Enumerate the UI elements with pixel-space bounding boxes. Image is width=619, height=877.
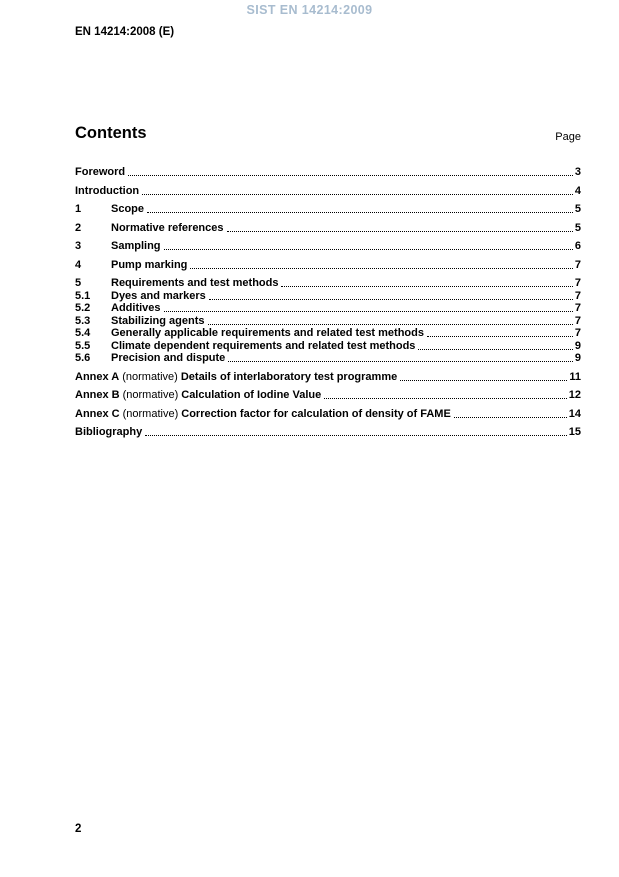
toc-dot-leader	[281, 286, 572, 287]
toc-entry	[75, 340, 581, 352]
toc-entry-page: 3	[574, 166, 581, 178]
toc-entry-annex-type: (normative)	[122, 407, 179, 420]
toc-dot-leader	[208, 324, 573, 325]
toc-entry-number: 5.4	[75, 327, 91, 339]
toc-entry-number: 5.2	[75, 302, 91, 314]
toc-entry-number: 1	[75, 203, 82, 215]
table-of-contents	[75, 166, 581, 438]
contents-header	[75, 124, 581, 143]
toc-entry-number: 3	[75, 240, 82, 252]
toc-entry	[75, 327, 581, 339]
toc-dot-leader	[427, 336, 573, 337]
toc-dot-leader	[145, 435, 567, 436]
toc-dot-leader	[128, 175, 573, 176]
toc-dot-leader	[142, 194, 573, 195]
toc-entry-page: 14	[568, 407, 581, 420]
toc-entry-title: Pump marking	[111, 258, 188, 271]
toc-entry-page: 11	[569, 370, 581, 383]
toc-dot-leader	[454, 417, 567, 418]
toc-entry-prefix: Foreword	[75, 166, 126, 178]
toc-entry	[75, 222, 581, 234]
toc-entry-prefix: Annex C	[75, 407, 120, 420]
toc-entry-annex-type: (normative)	[122, 370, 178, 383]
toc-entry-number: 4	[75, 258, 82, 271]
toc-entry-title: Normative references	[111, 221, 224, 234]
toc-entry	[75, 277, 581, 289]
toc-entry-prefix: Bibliography	[75, 426, 143, 438]
toc-entry-page: 7	[574, 277, 581, 289]
toc-entry	[75, 426, 581, 438]
toc-entry-prefix: Introduction	[75, 184, 140, 197]
toc-entry-page: 7	[574, 327, 581, 339]
toc-entry-page: 7	[574, 258, 581, 271]
toc-entry-title: Dyes and markers	[111, 289, 206, 302]
toc-entry-page: 7	[574, 302, 581, 314]
toc-entry-page: 4	[574, 184, 581, 197]
toc-entry-page: 9	[574, 352, 581, 364]
toc-entry-number: 5.5	[75, 339, 91, 352]
toc-entry-title: Additives	[111, 302, 161, 314]
toc-entry-title: Stabilizing agents	[111, 314, 205, 327]
doc-reference: EN 14214:2008 (E)	[75, 26, 175, 38]
toc-entry-number: 5.6	[75, 352, 91, 364]
toc-entry-number: 5.3	[75, 314, 91, 327]
toc-entry-annex-type: (normative)	[122, 389, 179, 401]
toc-entry-page: 15	[568, 426, 581, 438]
toc-entry-page: 6	[574, 240, 581, 252]
toc-entry-title: Generally applicable requirements and related test methods	[111, 327, 424, 339]
toc-entry-title: Climate dependent requirements and related test methods	[111, 339, 416, 352]
contents-title: Contents	[75, 124, 147, 142]
page-column-label: Page	[555, 131, 581, 143]
toc-dot-leader	[190, 268, 572, 269]
toc-entry-title: Details of interlaboratory test programme	[180, 370, 398, 383]
toc-entry-page: 7	[574, 289, 581, 302]
toc-entry	[75, 408, 581, 420]
toc-entry	[75, 240, 581, 252]
toc-entry-number: 5	[75, 277, 82, 289]
toc-entry	[75, 352, 581, 364]
toc-entry-title: Precision and dispute	[111, 352, 226, 364]
toc-dot-leader	[228, 361, 573, 362]
toc-entry	[75, 259, 581, 271]
toc-entry-number: 5.1	[75, 289, 91, 302]
toc-entry	[75, 389, 581, 401]
toc-entry-page: 5	[574, 203, 581, 215]
header-watermark: SIST EN 14214:2009	[246, 3, 373, 17]
toc-entry	[75, 185, 581, 197]
toc-entry-title: Sampling	[111, 240, 161, 252]
toc-entry	[75, 203, 581, 215]
toc-dot-leader	[324, 398, 567, 399]
toc-dot-leader	[400, 380, 567, 381]
toc-entry	[75, 290, 581, 302]
toc-entry-prefix: Annex B	[75, 389, 120, 401]
toc-entry-title: Correction factor for calculation of density of FAME	[181, 407, 451, 420]
toc-entry-title: Scope	[111, 203, 145, 215]
toc-entry	[75, 302, 581, 314]
toc-dot-leader	[209, 299, 573, 300]
toc-entry-number: 2	[75, 221, 82, 234]
toc-entry-title: Requirements and test methods	[111, 277, 279, 289]
toc-entry-title: Calculation of Iodine Value	[181, 389, 322, 401]
toc-entry-page: 7	[574, 314, 581, 327]
toc-dot-leader	[418, 349, 572, 350]
toc-entry	[75, 166, 581, 178]
toc-dot-leader	[227, 231, 573, 232]
toc-entry	[75, 371, 581, 383]
toc-dot-leader	[164, 311, 573, 312]
toc-entry-prefix: Annex A	[75, 370, 120, 383]
toc-dot-leader	[164, 249, 573, 250]
toc-entry-page: 12	[568, 389, 581, 401]
toc-entry-page: 9	[574, 339, 581, 352]
page-number: 2	[75, 823, 82, 835]
toc-entry	[75, 315, 581, 327]
toc-dot-leader	[147, 212, 573, 213]
toc-entry-page: 5	[574, 221, 581, 234]
